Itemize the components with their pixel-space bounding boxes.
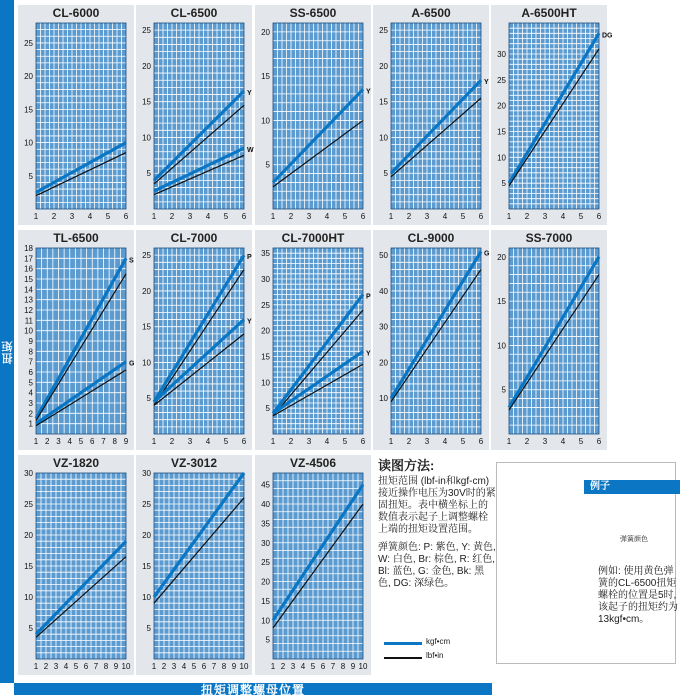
- chart-panel-9: [491, 230, 607, 450]
- x-tick-label: 9: [123, 437, 129, 446]
- series-label: Y: [247, 318, 252, 326]
- x-tick-label: 5: [78, 437, 84, 446]
- y-tick-label: 25: [261, 300, 270, 310]
- x-tick-label: 9: [113, 662, 119, 671]
- y-tick-label: 20: [261, 27, 270, 37]
- x-tick-label: 3: [542, 212, 548, 221]
- x-tick-label: 6: [360, 212, 366, 221]
- chart-title: SS-6500: [289, 6, 337, 20]
- instructions-paragraph: 扭矩范围 (lbf-in和kgf-cm)接近操作电压为30V时的紧固扭矩。表中横坐标上的数值表示起子上调整螺栓上端的扭矩设置范围。: [378, 476, 496, 535]
- chart-title: CL-7000: [170, 231, 218, 245]
- series-label: Y: [366, 350, 371, 358]
- series-label: S: [129, 257, 134, 265]
- chart-panel-3: [373, 5, 489, 225]
- y-tick-label: 4: [28, 388, 33, 398]
- y-tick-label: 5: [383, 169, 388, 179]
- x-tick-label: 3: [542, 437, 548, 446]
- series-label: Y: [366, 88, 371, 96]
- y-tick-label: 15: [24, 105, 33, 115]
- x-tick-label: 2: [406, 212, 412, 221]
- series-label: P: [366, 293, 371, 301]
- x-tick-label: 2: [169, 437, 175, 446]
- x-tick-label: 4: [442, 437, 448, 446]
- chart-panel-10: [18, 455, 134, 675]
- y-tick-label: 40: [261, 500, 270, 509]
- series-label: W: [247, 147, 254, 155]
- y-tick-label: 5: [146, 624, 151, 633]
- y-tick-label: 2: [28, 409, 33, 419]
- x-tick-label: 2: [406, 437, 412, 446]
- x-tick-label: 4: [205, 212, 211, 221]
- x-tick-label: 5: [342, 212, 348, 221]
- chart-panel-1: [136, 5, 254, 225]
- x-tick-label: 9: [231, 662, 237, 671]
- x-tick-label: 3: [290, 662, 296, 671]
- x-tick-label: 6: [201, 662, 207, 671]
- x-tick-label: 4: [560, 437, 566, 446]
- x-tick-label: 2: [280, 662, 286, 671]
- y-tick-label: 45: [261, 480, 270, 490]
- y-tick-label: 20: [497, 101, 506, 111]
- legend-swatch-kgf: [384, 642, 422, 645]
- y-tick-label: 20: [142, 61, 151, 71]
- y-tick-label: 30: [497, 50, 506, 59]
- series-label: G: [484, 250, 490, 258]
- y-tick-label: 3: [28, 399, 33, 408]
- x-tick-label: 5: [73, 662, 79, 671]
- x-tick-label: 8: [340, 662, 346, 671]
- y-tick-label: 5: [28, 171, 33, 181]
- x-tick-label: 4: [67, 437, 72, 446]
- chart-title: SS-7000: [525, 231, 573, 245]
- y-tick-label: 10: [379, 394, 388, 404]
- x-tick-label: 6: [478, 212, 484, 221]
- y-tick-label: 20: [24, 531, 33, 540]
- y-tick-label: 35: [261, 249, 270, 259]
- y-tick-label: 25: [24, 500, 33, 509]
- x-tick-label: 2: [161, 662, 167, 671]
- x-tick-label: 1: [33, 437, 39, 446]
- chart-title: A-6500HT: [521, 6, 577, 20]
- x-tick-label: 8: [103, 662, 109, 671]
- y-tick-label: 13: [24, 295, 33, 305]
- y-tick-label: 10: [261, 616, 270, 626]
- x-tick-label: 1: [33, 212, 39, 221]
- y-tick-label: 35: [261, 519, 270, 529]
- y-tick-label: 15: [261, 352, 270, 362]
- chart-panel-2: [255, 5, 371, 225]
- x-tick-label: 6: [123, 212, 129, 221]
- chart-panel-11: [136, 455, 252, 675]
- chart-title: CL-9000: [407, 231, 455, 245]
- y-tick-label: 5: [501, 179, 506, 189]
- y-tick-label: 30: [379, 322, 388, 332]
- spring-color-callout: 弹簧颜色: [620, 536, 648, 543]
- y-tick-label: 1: [28, 419, 33, 429]
- y-tick-label: 14: [24, 285, 33, 295]
- x-tick-label: 3: [56, 437, 61, 446]
- x-tick-label: 5: [105, 212, 111, 221]
- y-tick-label: 15: [24, 275, 33, 284]
- x-tick-label: 4: [205, 437, 211, 446]
- x-tick-label: 10: [121, 662, 131, 671]
- x-tick-label: 4: [87, 212, 93, 221]
- y-tick-label: 10: [24, 138, 33, 148]
- y-tick-label: 30: [24, 469, 33, 478]
- y-tick-label: 15: [142, 562, 151, 571]
- x-tick-label: 4: [300, 662, 306, 671]
- x-tick-label: 6: [478, 437, 484, 446]
- x-tick-label: 5: [342, 437, 348, 446]
- y-tick-label: 15: [379, 97, 388, 107]
- x-tick-label: 6: [90, 437, 95, 446]
- x-tick-label: 2: [288, 437, 294, 446]
- x-axis-label: 扭矩调整螺母位置: [200, 683, 305, 697]
- y-tick-label: 15: [142, 97, 151, 107]
- x-tick-label: 1: [506, 437, 512, 446]
- x-tick-label: 3: [306, 437, 312, 446]
- chart-title: CL-6000: [52, 6, 100, 20]
- y-tick-label: 30: [142, 469, 151, 478]
- y-tick-label: 15: [24, 562, 33, 571]
- y-tick-label: 15: [261, 72, 270, 82]
- x-tick-label: 10: [239, 662, 249, 671]
- x-tick-label: 1: [270, 662, 276, 671]
- y-tick-label: 7: [28, 357, 33, 367]
- y-tick-label: 12: [24, 306, 33, 315]
- x-tick-label: 4: [63, 662, 69, 671]
- legend-swatch-lbf: [384, 657, 422, 659]
- spring-color-list: 弹簧颜色: P: 紫色, Y: 黄色, W: 白色, Br: 棕色, R: 红色, Bl: 蓝色, G: 金色, Bk: 黑色, DG: 深绿色。: [378, 542, 496, 589]
- chart-panel-8: [373, 230, 490, 450]
- y-tick-label: 20: [142, 286, 151, 296]
- x-tick-label: 4: [442, 212, 448, 221]
- x-tick-label: 6: [83, 662, 89, 671]
- y-tick-label: 25: [142, 500, 151, 509]
- y-tick-label: 25: [497, 75, 506, 85]
- y-tick-label: 17: [24, 254, 33, 264]
- x-tick-label: 4: [324, 212, 330, 221]
- y-tick-label: 9: [28, 337, 33, 346]
- x-tick-label: 3: [424, 212, 430, 221]
- y-tick-label: 11: [24, 316, 33, 326]
- y-tick-label: 30: [261, 538, 270, 548]
- y-tick-label: 10: [24, 326, 33, 336]
- x-tick-label: 9: [350, 662, 356, 671]
- y-tick-label: 10: [261, 116, 270, 126]
- chart-title: A-6500: [411, 6, 451, 20]
- x-tick-label: 5: [460, 212, 466, 221]
- y-tick-label: 20: [261, 577, 270, 587]
- reading-instructions: [378, 460, 496, 590]
- x-tick-label: 4: [560, 212, 566, 221]
- chart-title: CL-6500: [170, 6, 218, 20]
- x-tick-label: 2: [45, 437, 50, 446]
- y-tick-label: 8: [28, 347, 33, 357]
- x-tick-label: 1: [151, 662, 157, 671]
- x-tick-label: 6: [241, 212, 247, 221]
- example-tag: 例子: [584, 480, 680, 494]
- x-tick-label: 8: [221, 662, 227, 671]
- x-tick-label: 6: [320, 662, 326, 671]
- y-tick-label: 5: [28, 378, 33, 388]
- x-tick-label: 6: [241, 437, 247, 446]
- y-tick-label: 20: [379, 358, 388, 368]
- y-tick-label: 10: [497, 153, 506, 163]
- chart-title: VZ-3012: [170, 456, 218, 470]
- x-tick-label: 7: [330, 662, 336, 671]
- x-tick-label: 6: [596, 212, 602, 221]
- y-tick-label: 50: [379, 251, 388, 261]
- x-tick-label: 3: [187, 212, 193, 221]
- y-tick-label: 20: [379, 61, 388, 71]
- chart-panel-4: [491, 5, 613, 225]
- y-tick-label: 5: [146, 394, 151, 404]
- y-tick-label: 10: [142, 358, 151, 368]
- x-tick-label: 10: [358, 662, 368, 671]
- chart-panel-6: [136, 230, 252, 450]
- y-tick-label: 10: [497, 341, 506, 351]
- y-tick-label: 20: [497, 252, 506, 262]
- x-tick-label: 2: [169, 212, 175, 221]
- x-tick-label: 6: [360, 437, 366, 446]
- y-tick-label: 18: [24, 244, 33, 253]
- instructions-title: 读图方法:: [378, 458, 435, 473]
- x-tick-label: 3: [171, 662, 177, 671]
- series-label: DG: [602, 32, 613, 40]
- x-tick-label: 2: [43, 662, 49, 671]
- y-tick-label: 16: [24, 264, 33, 274]
- x-tick-label: 7: [211, 662, 217, 671]
- y-tick-label: 5: [501, 385, 506, 395]
- legend-label-lbf: lbf•in: [426, 651, 444, 660]
- y-tick-label: 20: [142, 531, 151, 540]
- y-tick-label: 15: [142, 322, 151, 332]
- y-tick-label: 15: [497, 297, 506, 307]
- y-tick-label: 25: [142, 251, 151, 261]
- series-label: Y: [484, 79, 489, 87]
- x-tick-label: 7: [93, 662, 99, 671]
- chart-panel-12: [255, 455, 371, 675]
- y-tick-label: 10: [24, 593, 33, 602]
- y-tick-label: 10: [142, 593, 151, 602]
- series-label: G: [129, 360, 135, 368]
- example-note: 例如: 使用黄色弹簧的CL-6500扭矩螺栓的位置是5时, 该起子的扭矩约为13kgf•cm。: [598, 566, 678, 625]
- x-tick-label: 2: [524, 437, 530, 446]
- x-tick-label: 3: [306, 212, 312, 221]
- legend-label-kgf: kgf•cm: [426, 637, 451, 646]
- x-tick-label: 1: [33, 662, 39, 671]
- y-tick-label: 25: [142, 26, 151, 36]
- y-tick-label: 5: [265, 160, 270, 170]
- y-tick-label: 15: [497, 127, 506, 137]
- y-tick-label: 20: [261, 326, 270, 336]
- x-tick-label: 5: [460, 437, 466, 446]
- x-tick-label: 1: [270, 437, 276, 446]
- chart-title: VZ-4506: [289, 456, 337, 470]
- y-tick-label: 10: [379, 133, 388, 143]
- x-tick-label: 1: [151, 437, 157, 446]
- y-tick-label: 6: [28, 368, 33, 377]
- chart-title: TL-6500: [53, 231, 99, 245]
- x-tick-label: 2: [51, 212, 57, 221]
- x-tick-label: 2: [524, 212, 530, 221]
- x-tick-label: 3: [424, 437, 430, 446]
- y-tick-label: 20: [24, 72, 33, 82]
- y-tick-label: 25: [261, 558, 270, 568]
- x-tick-label: 1: [388, 437, 394, 446]
- y-tick-label: 25: [24, 38, 33, 48]
- x-tick-label: 5: [191, 662, 197, 671]
- x-tick-label: 3: [187, 437, 193, 446]
- y-tick-label: 5: [28, 624, 33, 633]
- x-tick-label: 7: [101, 437, 106, 446]
- chart-panel-0: [18, 5, 134, 225]
- y-tick-label: 10: [261, 378, 270, 388]
- y-tick-label: 40: [379, 286, 388, 296]
- y-tick-label: 25: [379, 26, 388, 36]
- x-tick-label: 5: [578, 212, 584, 221]
- chart-title: VZ-1820: [52, 456, 100, 470]
- y-tick-label: 5: [146, 169, 151, 179]
- x-tick-label: 5: [223, 212, 229, 221]
- x-tick-label: 1: [388, 212, 394, 221]
- x-tick-label: 4: [324, 437, 330, 446]
- y-tick-label: 30: [261, 275, 270, 284]
- x-tick-label: 5: [578, 437, 584, 446]
- chart-panel-5: [18, 230, 135, 450]
- x-tick-label: 5: [223, 437, 229, 446]
- x-tick-label: 3: [69, 212, 75, 221]
- y-tick-label: 5: [265, 404, 270, 414]
- series-label: P: [247, 254, 252, 262]
- chart-title: CL-7000HT: [281, 231, 345, 245]
- y-axis-label: 扭矩: [2, 340, 14, 364]
- chart-panel-7: [255, 230, 371, 450]
- x-tick-label: 6: [596, 437, 602, 446]
- x-tick-label: 8: [112, 437, 117, 446]
- series-label: Y: [247, 89, 252, 97]
- y-tick-label: 15: [261, 596, 270, 606]
- x-tick-label: 5: [310, 662, 316, 671]
- x-tick-label: 4: [181, 662, 187, 671]
- x-tick-label: 1: [151, 212, 157, 221]
- x-tick-label: 3: [53, 662, 59, 671]
- x-tick-label: 2: [288, 212, 294, 221]
- y-tick-label: 5: [265, 635, 270, 645]
- x-tick-label: 1: [506, 212, 512, 221]
- y-tick-label: 10: [142, 133, 151, 143]
- x-tick-label: 1: [270, 212, 276, 221]
